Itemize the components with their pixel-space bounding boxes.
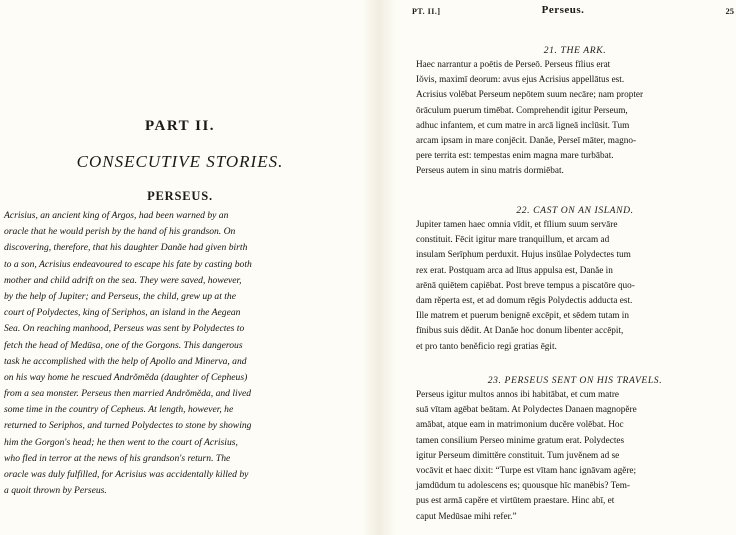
running-head [398, 2, 736, 20]
text-line: igitur Perseum dimittĕre constituit. Tum juvĕnem ad se [416, 450, 620, 461]
text-line: him the Gorgon's head; he then went to the court of Acrisius, [4, 436, 238, 448]
text-line: tamen consilium Perseo minime gratum erat. Polydectes [416, 435, 625, 446]
text-line: dam rĕperta est, et ad domum rēgis Polydectis adducta est. [416, 295, 633, 306]
part-heading: PART II. [144, 118, 216, 134]
section-heading: 21. THE ARK. [543, 45, 607, 56]
text-line: mother and child adrift on the sea. They were saved, however, [4, 274, 242, 286]
right-page [398, 0, 736, 535]
story-title: PERSEUS. [147, 189, 213, 203]
text-line: to a son, Acrisius endeavoured to escape his fate by casting both [4, 258, 252, 270]
running-head-title: Perseus. [541, 4, 585, 16]
text-line: fīnibus suis dĕdit. At Danăe hoc donum libenter accēpit, [416, 326, 624, 337]
text-line: Acrisius, an ancient king of Argos, had been warned by an [4, 210, 229, 221]
book-gutter [362, 0, 396, 535]
text-line: court of Polydectes, king of Seriphos, an island in the Aegean [4, 307, 241, 319]
text-line: fetch the head of Medūsa, one of the Gorgons. This dangerous [4, 339, 243, 351]
text-line: a quoit thrown by Perseus. [4, 485, 107, 497]
section-heading: 23. PERSEUS SENT ON HIS TRAVELS. [487, 375, 663, 386]
text-line: returned to Seriphos, and turned Polydectes to stone by showing [4, 420, 252, 432]
intro-paragraph [4, 208, 324, 499]
text-line: discovering, therefore, that his daughter Danăe had given birth [4, 242, 248, 254]
section-perseus-sent-on-his-travels [416, 374, 734, 525]
text-line: Haec narrantur a poētis de Perseō. Perseus fīlius erat [416, 60, 611, 70]
section-heading: 22. CAST ON AN ISLAND. [516, 205, 634, 216]
text-line: oracle was duly fulfilled, for Acrisius was accidentally killed by [4, 469, 249, 480]
text-line: rex erat. Postquam arca ad lītus appulsa est, Danăe in [416, 265, 613, 276]
text-line: Ille matrem et puerum benignē excēpit, et sēdem tutam in [416, 311, 629, 322]
text-line: task he accomplished with the help of Apollo and Minerva, and [4, 355, 247, 367]
text-line: Acrisius volēbat Perseum nepōtem suum necāre; nam propter [416, 90, 644, 101]
section-the-ark [416, 44, 734, 180]
text-line: arēnā quiētem capiēbat. Post breve tempus a piscatōre quo- [416, 280, 635, 291]
text-line: jamdūdum tu adolescens es; quousque hīc manēbis? Tem- [416, 481, 630, 492]
text-line: oracle that he would perish by the hand of his grandson. On [4, 226, 236, 238]
text-line: amābat, atque eam in matrimonium ducĕre volēbat. Hoc [416, 420, 624, 431]
running-head-part: PT. II.] [412, 7, 441, 16]
text-line: some time in the country of Cepheus. At length, however, he [4, 404, 234, 416]
text-line: adhuc infantem, et cum matre in arcā ligneā inclūsit. Tum [416, 120, 630, 131]
text-line: pus est armā capĕre et virtūtem praestare. Hinc abī, et [416, 496, 615, 507]
text-line: arcam ipsam in mare conjēcit. Danăe, Perseī māter, magno- [416, 135, 637, 146]
text-line: suā vītam agēbat beātam. At Polydectes Danaen magnopĕre [416, 405, 637, 416]
text-line: Jupiter tamen haec omnia vīdit, et fīlium suum servāre [416, 220, 618, 230]
text-line: by the help of Jupiter; and Perseus, the child, grew up at the [4, 290, 236, 302]
text-line: who fled in terror at the news of his grandson's return. The [4, 452, 231, 464]
text-line: on his way home he rescued Andrŏmĕda (daughter of Cepheus) [4, 371, 248, 383]
text-line: ōrāculum puerum timēbat. Comprehendit igitur Perseum, [416, 105, 628, 116]
section-cast-on-an-island [416, 204, 734, 355]
text-line: Perseus autem in sinu matris dormiēbat. [416, 166, 564, 177]
text-line: vocāvit et haec dixit: “Turpe est vītam hanc ignāvam agĕre; [416, 465, 637, 476]
section-body [416, 388, 734, 525]
section-body [416, 58, 734, 180]
text-line: Iŏvis, maximī deorum: avus ejus Acrisius appellātus est. [416, 75, 625, 86]
text-line: caput Medūsae mihi refer.” [416, 511, 517, 522]
text-line: insulam Serīphum perduxit. Hujus insŭlae Polydectes tum [416, 250, 631, 261]
text-line: Sea. On reaching manhood, Perseus was sent by Polydectes to [4, 323, 245, 335]
text-line: pere territa est: tempestas enim magna mare turbābat. [416, 151, 614, 162]
page-number: 25 [725, 6, 734, 16]
text-line: constituit. Fēcit igitur mare tranquillum, et arcam ad [416, 235, 610, 246]
text-line: from a sea monster. Perseus then married Andrŏmĕda, and lived [4, 388, 252, 400]
section-body [416, 218, 734, 355]
text-line: et pro tanto benĕficio regi gratias ēgit. [416, 341, 557, 352]
left-page [0, 0, 360, 535]
part-subtitle: CONSECUTIVE STORIES. [76, 152, 284, 171]
text-line: Perseus igitur multos annos ibi habitābat, et cum matre [416, 390, 620, 400]
